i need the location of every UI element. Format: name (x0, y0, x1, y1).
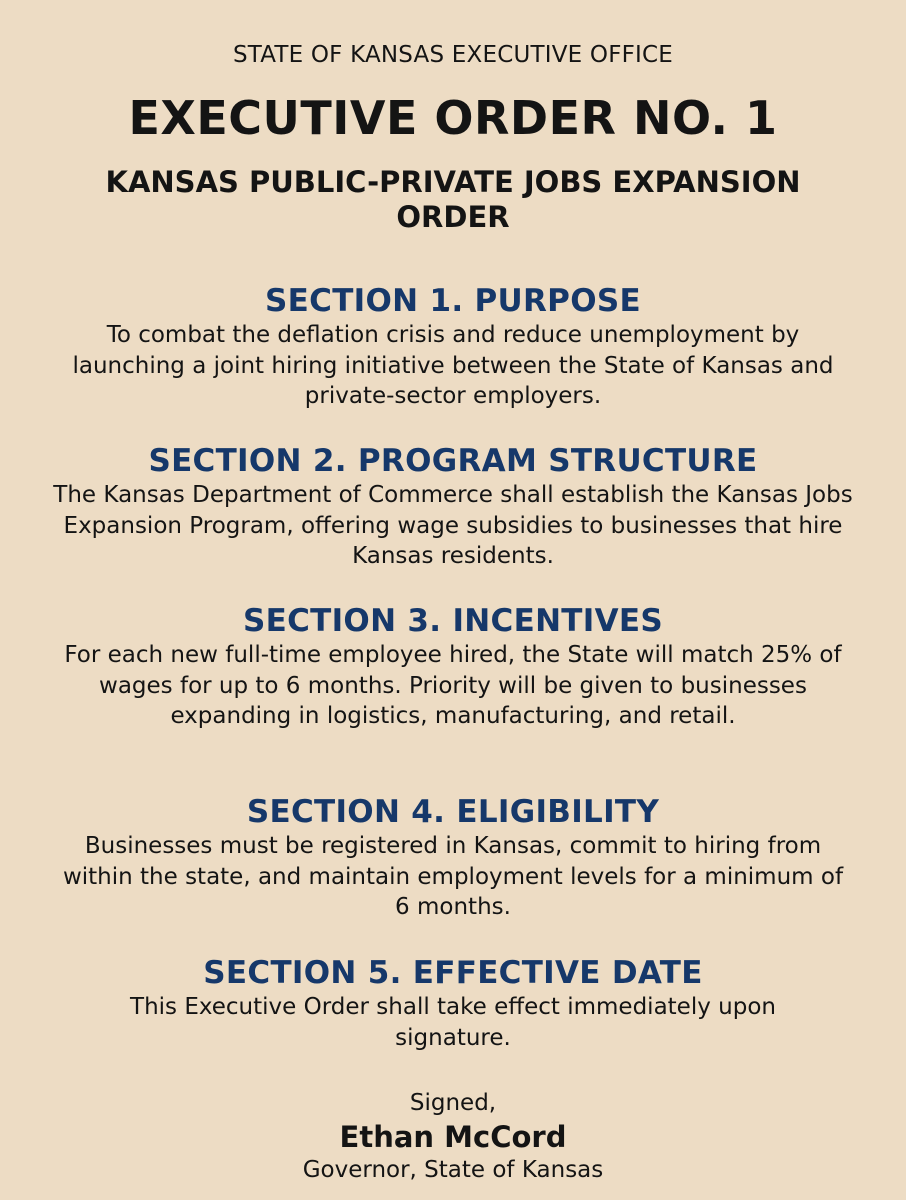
section-heading: SECTION 4. ELIGIBILITY (246, 794, 660, 830)
section-body: For each new full-time employee hired, the State will match 25% of wages for up to 6 months. Priority will be given to businesses expanding in logistics, manufacturing, and retail. (64, 642, 842, 729)
section-heading: SECTION 2. PROGRAM STRUCTURE (148, 443, 758, 479)
section-body: To combat the deflation crisis and reduce unemployment by launching a joint hiring initiative between the State of Kansas and private-sector employers. (72, 322, 834, 409)
section-body: The Kansas Department of Commerce shall establish the Kansas Jobs Expansion Program, offering wage subsidies to businesses that hire Kansas residents. (53, 482, 853, 569)
section-body: Businesses must be registered in Kansas, commit to hiring from within the state, and maintain employment levels for a minimum of 6 months. (62, 833, 844, 920)
section-heading: SECTION 3. INCENTIVES (243, 603, 663, 639)
order-title: EXECUTIVE ORDER NO. 1 (128, 91, 778, 145)
section-heading: SECTION 5. EFFECTIVE DATE (203, 955, 703, 991)
order-subtitle: KANSAS PUBLIC-PRIVATE JOBS EXPANSION ORDER (105, 165, 801, 234)
section-heading: SECTION 1. PURPOSE (265, 283, 641, 319)
section-effective-date (30, 954, 876, 1053)
section-purpose (30, 282, 876, 412)
section-eligibility (30, 793, 876, 923)
signer-title: Governor, State of Kansas (302, 1157, 604, 1183)
signed-label: Signed, (409, 1090, 497, 1116)
issuing-office: STATE OF KANSAS EXECUTIVE OFFICE (232, 42, 674, 68)
signer-name: Ethan McCord (339, 1120, 567, 1154)
section-incentives (30, 602, 876, 732)
section-program-structure (30, 442, 876, 572)
section-body: This Executive Order shall take effect immediately upon signature. (130, 994, 776, 1051)
